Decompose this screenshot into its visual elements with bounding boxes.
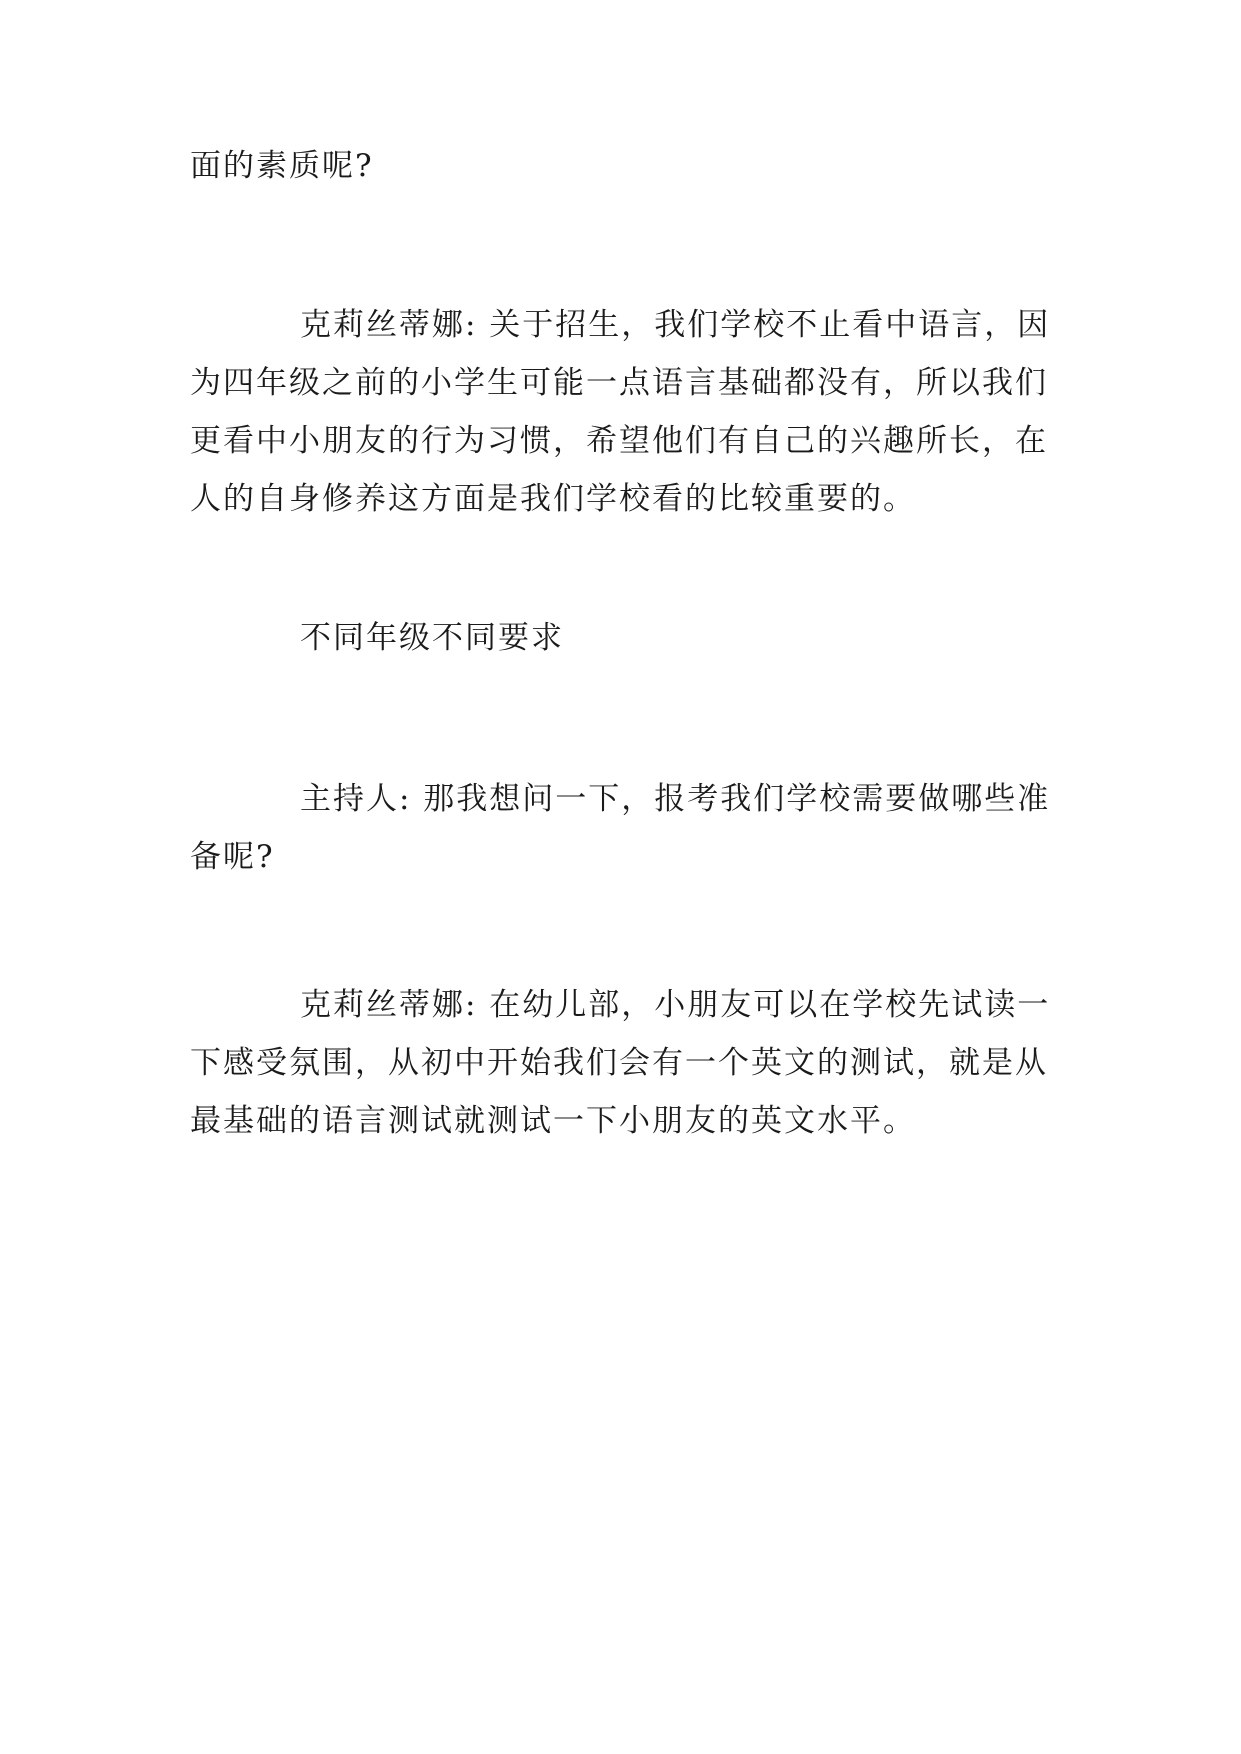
paragraph-continuation: [190, 137, 1050, 195]
text-line: 克莉丝蒂娜: 关于招生，我们学校不止看中语言，因: [300, 307, 1051, 343]
paragraph-answer-admission: [190, 296, 1050, 528]
text-line: 更看中小朋友的行为习惯，希望他们有自己的兴趣所长，在: [190, 423, 1048, 459]
text-line: 克莉丝蒂娜: 在幼儿部，小朋友可以在学校先试读一: [300, 987, 1051, 1023]
text-line: 不同年级不同要求: [300, 620, 564, 656]
text-line: 备呢?: [190, 839, 275, 875]
text-line: 面的素质呢?: [190, 148, 374, 184]
text-line: 主持人: 那我想问一下，报考我们学校需要做哪些准: [300, 781, 1051, 817]
paragraph-host-question: [190, 770, 1050, 886]
text-line: 最基础的语言测试就测试一下小朋友的英文水平。: [190, 1103, 916, 1139]
text-line: 为四年级之前的小学生可能一点语言基础都没有，所以我们: [190, 365, 1048, 401]
section-heading: [190, 609, 1050, 667]
text-line: 人的自身修养这方面是我们学校看的比较重要的。: [190, 481, 916, 517]
text-line: 下感受氛围，从初中开始我们会有一个英文的测试，就是从: [190, 1045, 1048, 1081]
paragraph-answer-preparation: [190, 976, 1050, 1150]
